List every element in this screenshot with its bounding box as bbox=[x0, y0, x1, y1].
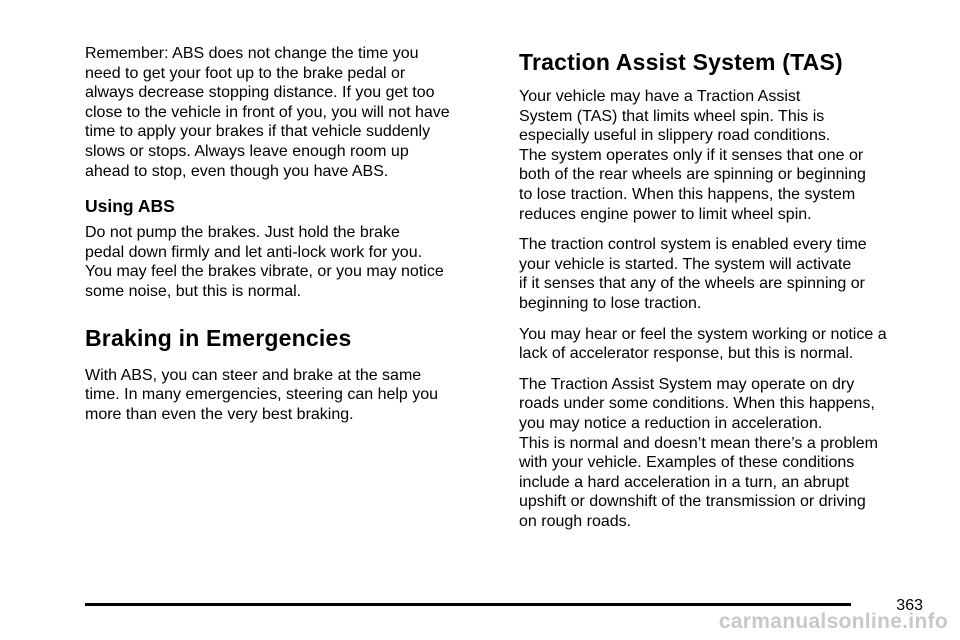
footer-rule bbox=[85, 603, 851, 606]
tas-dry-roads-paragraph: The Traction Assist System may operate on dry roads under some conditions. When this happens, you may notice a reduction in acceleration. This is normal and doesn’t mean there’s a problem with your vehicle. Examples of these conditions include a hard acceleration in a turn, an abrupt upshift or downshift of the transmission or driving on rough roads. bbox=[519, 375, 878, 530]
tas-intro-paragraph: Your vehicle may have a Traction Assist System (TAS) that limits wheel spin. This is especially useful in slippery road conditions. The system operates only if it senses that one or both of the rear wheels are spinning or beginning to lose traction. When this happens, the system reduces engine power to limit wheel spin. bbox=[519, 88, 866, 223]
watermark: carmanualsonline.info bbox=[718, 610, 948, 633]
braking-in-emergencies-paragraph: With ABS, you can steer and brake at the same time. In many emergencies, steering can help you more than even the very best braking. bbox=[85, 366, 439, 423]
braking-in-emergencies-heading: Braking in Emergencies bbox=[85, 324, 352, 351]
tas-feel-paragraph: You may hear or feel the system working or notice a lack of accelerator response, but this is normal. bbox=[519, 325, 887, 363]
tas-enabled-paragraph: The traction control system is enabled every time your vehicle is started. The system will activate if it senses that any of the wheels are spinning or beginning to lose traction. bbox=[519, 236, 867, 312]
right-column bbox=[519, 44, 939, 542]
traction-assist-system-heading: Traction Assist System (TAS) bbox=[519, 49, 843, 75]
page-number: 363 bbox=[896, 597, 923, 614]
left-column bbox=[85, 44, 495, 435]
using-abs-heading: Using ABS bbox=[85, 196, 175, 217]
abs-reminder-paragraph: Remember: ABS does not change the time you need to get your foot up to the brake pedal or always decrease stopping distance. If you get too close to the vehicle in front of you, you will not have time to apply your brakes if that vehicle suddenly slows or stops. Always leave enough room up ahead to stop, even though you have ABS. bbox=[85, 45, 450, 180]
using-abs-paragraph: Do not pump the brakes. Just hold the brake pedal down firmly and let anti-lock work for you. You may feel the brakes vibrate, or you may notice some noise, but this is normal. bbox=[85, 224, 444, 300]
